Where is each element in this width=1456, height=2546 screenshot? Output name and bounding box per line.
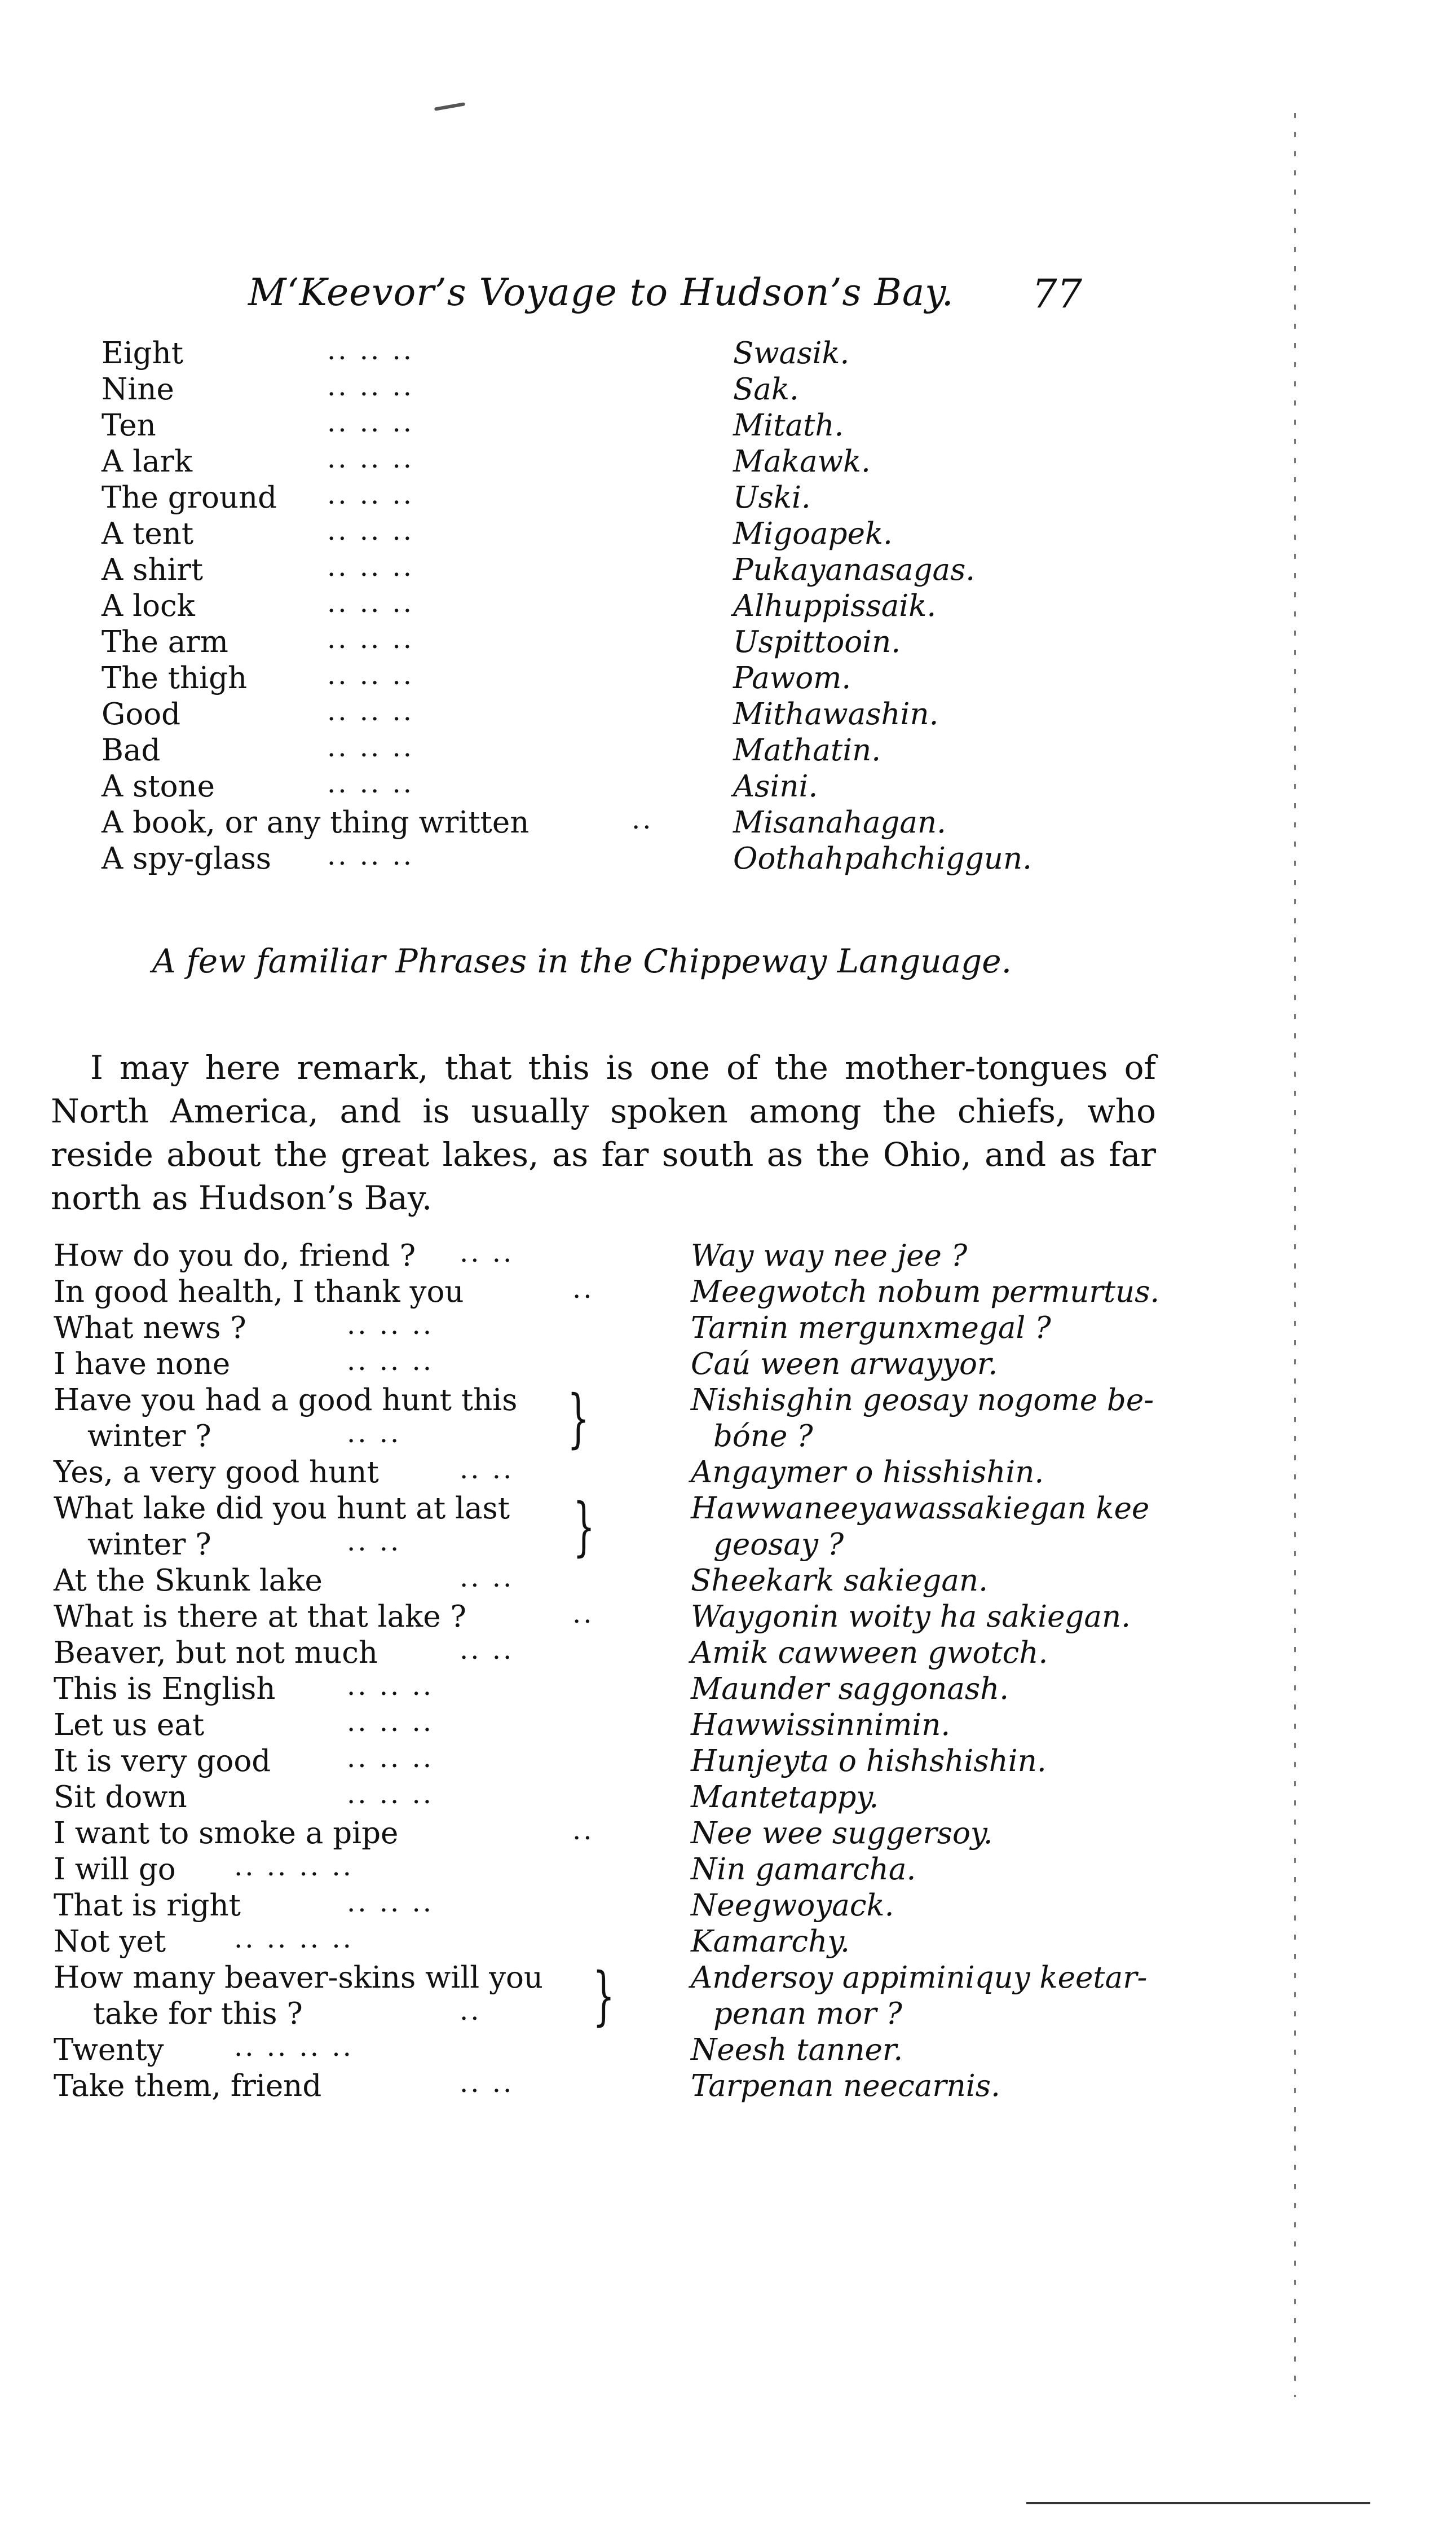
english-term: A lock [102, 589, 195, 623]
leader-dots: .. .. .. [327, 515, 414, 547]
leader-dots: .. .. .. .. [234, 1851, 354, 1882]
english-phrase: What news ? [54, 1311, 246, 1345]
brace: } [573, 1490, 595, 1563]
english-phrase-continued: winter ? [87, 1527, 211, 1562]
english-phrase: This is English [54, 1672, 276, 1706]
english-phrase: It is very good [54, 1744, 271, 1778]
native-term: Asini. [733, 769, 818, 804]
english-term: Good [102, 697, 181, 732]
leader-dots: .. .. .. .. [234, 1923, 354, 1954]
english-phrase: Not yet [54, 1924, 166, 1959]
running-title: M‘Keevor’s Voyage to Hudson’s Bay. [248, 271, 954, 314]
english-phrase: I have none [54, 1347, 231, 1381]
english-term: A tent [102, 517, 194, 551]
leader-dots: .. .. [460, 1562, 514, 1593]
native-phrase: Sheekark sakiegan. [691, 1563, 988, 1598]
leader-dots: .. .. .. [327, 587, 414, 619]
section-heading: A few familiar Phrases in the Chippeway Language. [152, 942, 1012, 980]
footer-rule [1026, 2502, 1370, 2504]
leader-dots: .. [460, 1995, 482, 2027]
native-term: Alhuppissaik. [733, 589, 937, 623]
english-phrase: How many beaver-skins will you [54, 1961, 544, 1995]
native-phrase: Angaymer o hisshishin. [691, 1455, 1044, 1490]
native-phrase: Waygonin woity ha sakiegan. [691, 1600, 1131, 1634]
native-phrase: Neegwoyack. [691, 1888, 894, 1923]
native-term: Mitath. [733, 408, 844, 443]
english-phrase: I will go [54, 1852, 176, 1887]
native-term: Uski. [733, 481, 811, 515]
english-phrase: Beaver, but not much [54, 1636, 378, 1670]
english-term: Nine [102, 372, 174, 407]
native-term: Pawom. [733, 661, 851, 695]
english-phrase: I want to smoke a pipe [54, 1816, 399, 1851]
english-phrase: Sit down [54, 1780, 187, 1814]
intro-text: I may here remark, that this is one of the mother-tongues of North America, and is usually spoken among the chiefs, who reside about the great lakes, as far south as the Ohio, and as far north as Hudson’s Bay. [51, 1049, 1156, 1217]
english-term: A book, or any thing written [102, 805, 530, 840]
native-phrase: Nishisghin geosay nogome be- [691, 1383, 1154, 1417]
intro-paragraph [51, 1046, 1156, 1220]
leader-dots: .. [572, 1598, 594, 1629]
leader-dots: .. .. .. [327, 479, 414, 510]
leader-dots: .. .. .. [327, 551, 414, 583]
leader-dots: .. .. .. [347, 1706, 434, 1738]
english-term: Eight [102, 336, 183, 371]
native-term: Migoapek. [733, 517, 893, 551]
leader-dots: .. .. [460, 1634, 514, 1666]
native-term: Mathatin. [733, 733, 881, 768]
english-phrase-continued: take for this ? [93, 1997, 303, 2031]
english-phrase: Yes, a very good hunt [54, 1455, 379, 1490]
native-term: Mithawashin. [733, 697, 939, 732]
native-term: Misanahagan. [733, 805, 946, 840]
english-term: A stone [102, 769, 215, 804]
leader-dots: .. .. [460, 1453, 514, 1485]
english-phrase: Have you had a good hunt this [54, 1383, 518, 1417]
leader-dots: .. .. .. [327, 732, 414, 763]
leader-dots: .. .. .. [327, 659, 414, 691]
native-phrase: Way way nee jee ? [691, 1239, 968, 1273]
native-term: Pukayanasagas. [733, 553, 976, 587]
english-term: A lark [102, 444, 193, 479]
page-number: 77 [1032, 271, 1083, 317]
leader-dots: .. [572, 1814, 594, 1846]
native-phrase: Tarpenan neecarnis. [691, 2069, 1000, 2103]
brace: } [567, 1382, 590, 1455]
english-phrase: That is right [54, 1888, 241, 1923]
native-phrase-continued: geosay ? [713, 1527, 844, 1562]
page-edge-line [1294, 113, 1296, 2397]
native-phrase: Mantetappy. [691, 1780, 879, 1814]
native-term: Sak. [733, 372, 799, 407]
page-header [248, 271, 1128, 333]
leader-dots: .. .. [347, 1526, 401, 1557]
native-phrase-continued: bóne ? [713, 1419, 813, 1453]
native-phrase: Kamarchy. [691, 1924, 850, 1959]
english-term: Ten [102, 408, 156, 443]
native-phrase: Hunjeyta o hishshishin. [691, 1744, 1047, 1778]
leader-dots: .. .. .. [327, 371, 414, 402]
leader-dots: .. .. [460, 1237, 514, 1268]
native-term: Makawk. [733, 444, 871, 479]
leader-dots: .. .. .. [327, 407, 414, 438]
native-phrase: Amik cawween gwotch. [691, 1636, 1048, 1670]
english-term: The ground [102, 481, 277, 515]
leader-dots: .. .. .. [347, 1778, 434, 1810]
english-phrase: How do you do, friend ? [54, 1239, 416, 1273]
native-phrase: Tarnin mergunxmegal ? [691, 1311, 1051, 1345]
english-term: A spy-glass [102, 842, 271, 876]
native-phrase: Andersoy appiminiquy keetar- [691, 1961, 1148, 1995]
brace: } [593, 1959, 615, 2033]
native-phrase: Nin gamarcha. [691, 1852, 916, 1887]
english-term: Bad [102, 733, 161, 768]
native-term: Uspittooin. [733, 625, 901, 659]
native-phrase: Meegwotch nobum permurtus. [691, 1275, 1160, 1309]
native-phrase: Neesh tanner. [691, 2033, 903, 2067]
english-phrase: Let us eat [54, 1708, 205, 1742]
ink-mark [434, 102, 465, 111]
native-phrase: Hawwissinnimin. [691, 1708, 951, 1742]
leader-dots: .. .. .. [347, 1345, 434, 1377]
english-phrase: Twenty [54, 2033, 164, 2067]
native-phrase: Caú ween arwayyor. [691, 1347, 998, 1381]
english-phrase: What lake did you hunt at last [54, 1491, 510, 1526]
leader-dots: .. [632, 804, 654, 835]
leader-dots: .. .. .. [327, 623, 414, 655]
english-term: The thigh [102, 661, 248, 695]
native-term: Oothahpahchiggun. [733, 842, 1032, 876]
leader-dots: .. .. .. [327, 334, 414, 366]
native-phrase: Hawwaneeyawassakiegan kee [691, 1491, 1150, 1526]
leader-dots: .. .. .. [327, 840, 414, 871]
native-term: Swasik. [733, 336, 850, 371]
leader-dots: .. [572, 1273, 594, 1305]
leader-dots: .. .. .. [347, 1670, 434, 1702]
leader-dots: .. .. .. [347, 1309, 434, 1341]
leader-dots: .. .. .. [347, 1742, 434, 1774]
english-term: The arm [102, 625, 228, 659]
leader-dots: .. .. [347, 1417, 401, 1449]
english-phrase: Take them, friend [54, 2069, 322, 2103]
leader-dots: .. .. .. .. [234, 2031, 354, 2063]
leader-dots: .. .. .. [327, 443, 414, 474]
leader-dots: .. .. .. [327, 695, 414, 727]
native-phrase-continued: penan mor ? [713, 1997, 902, 2031]
english-phrase: What is there at that lake ? [54, 1600, 466, 1634]
english-phrase: At the Skunk lake [54, 1563, 323, 1598]
leader-dots: .. .. [460, 2067, 514, 2099]
english-phrase-continued: winter ? [87, 1419, 211, 1453]
native-phrase: Maunder saggonash. [691, 1672, 1009, 1706]
english-phrase: In good health, I thank you [54, 1275, 464, 1309]
leader-dots: .. .. .. [347, 1887, 434, 1918]
native-phrase: Nee wee suggersoy. [691, 1816, 993, 1851]
english-term: A shirt [102, 553, 204, 587]
leader-dots: .. .. .. [327, 768, 414, 799]
